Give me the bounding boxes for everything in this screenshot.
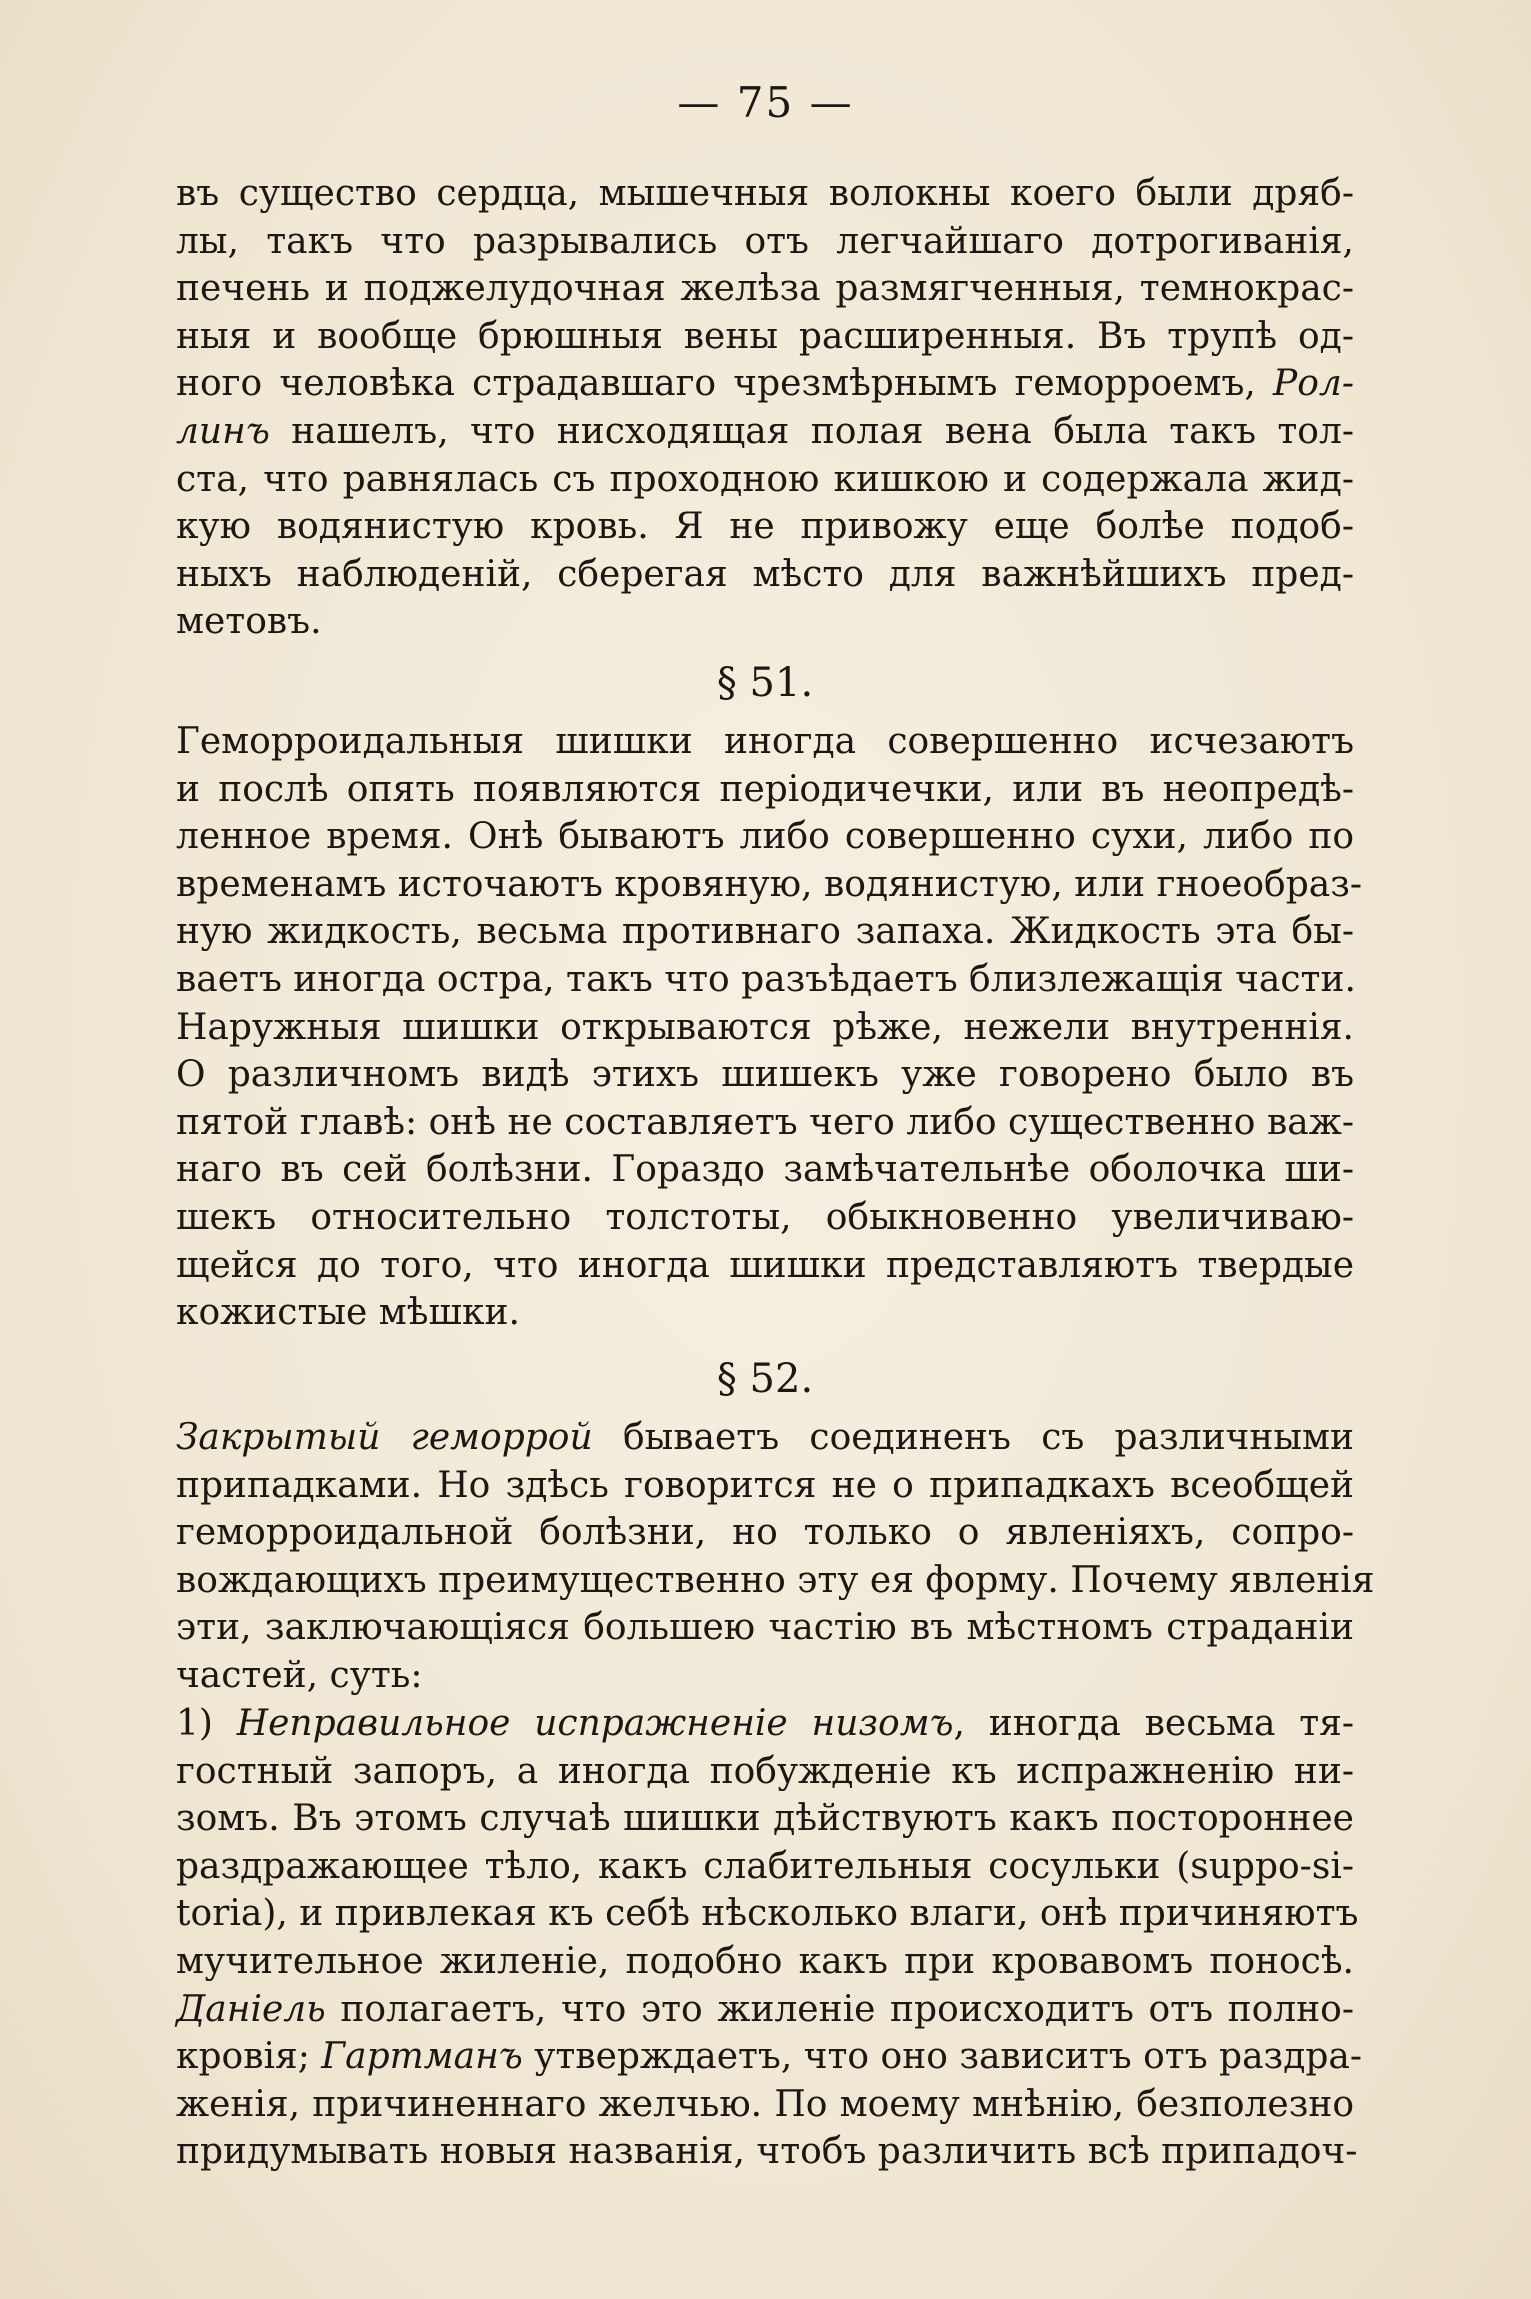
text-line: Геморроидальныя шишки иногда совершенно исчезаютъ bbox=[176, 721, 1354, 762]
italic-name: линъ bbox=[176, 410, 270, 452]
text-line: геморроидальной болѣзни, но только о явленіяхъ, сопро- bbox=[176, 1512, 1354, 1554]
text-line bbox=[176, 1986, 1354, 2034]
italic-term: Неправильное испражненіе низомъ bbox=[236, 1703, 954, 1744]
section-heading: § 51. bbox=[716, 660, 814, 706]
list-number: 1) bbox=[176, 1703, 237, 1744]
text-line: частей, суть: bbox=[176, 1654, 423, 1696]
text-line: наго въ сей болѣзни. Гораздо замѣчательнѣе оболочка ши- bbox=[176, 1149, 1354, 1191]
text-line bbox=[176, 1414, 1354, 1462]
text-line: шекъ относительно толстоты, обыкновенно увеличиваю- bbox=[176, 1196, 1354, 1238]
italic-name: Рол- bbox=[1273, 363, 1354, 405]
text-line: ныхъ наблюденій, сберегая мѣсто для важнѣйшихъ пред- bbox=[176, 553, 1354, 595]
text-line: вождающихъ преимущественно эту ея форму. Почему явленія bbox=[176, 1559, 1375, 1601]
text-line: Наружныя шишки открываются рѣже, нежели внутреннія. bbox=[176, 1006, 1354, 1048]
paragraph-1 bbox=[176, 170, 1354, 646]
text-line: метовъ. bbox=[176, 601, 322, 643]
text-line: ленное время. Онѣ бываютъ либо совершенно сухи, либо по bbox=[176, 816, 1354, 858]
text-line: раздражающее тѣло, какъ слабительныя сосульки (suppo-si- bbox=[176, 1845, 1354, 1887]
text-line: печень и поджелудочная желѣза размягченныя, темнокрас- bbox=[176, 268, 1354, 310]
text-line: гостный запоръ, а иногда побужденіе къ испражненію ни- bbox=[176, 1750, 1354, 1792]
text-line: toria), и привлекая къ себѣ нѣсколько влаги, онѣ причиняютъ bbox=[176, 1893, 1359, 1935]
text-line: зомъ. Въ этомъ случаѣ шишки дѣйствуютъ какъ постороннее bbox=[176, 1798, 1354, 1840]
text-line: лы, такъ что разрывались отъ легчайшаго дотрогиванія, bbox=[176, 220, 1354, 262]
text-line: придумывать новыя названія, чтобъ различить всѣ припадоч- bbox=[176, 2131, 1358, 2173]
paragraph-3 bbox=[176, 1414, 1375, 1700]
text-line: кую водянистую кровь. Я не привожу еще болѣе подоб- bbox=[176, 506, 1354, 548]
text-segment: полагаетъ, что это жиленіе происходитъ отъ полно- bbox=[325, 1988, 1354, 2030]
section-heading: § 52. bbox=[716, 1356, 814, 1402]
text-line: и послѣ опять появляются періодичечки, или въ неопредѣ- bbox=[176, 768, 1354, 810]
italic-name: Даніель bbox=[176, 1988, 326, 2030]
text-line: ную жидкость, весьма противнаго запаха. Жидкость эта бы- bbox=[176, 911, 1354, 953]
text-line: эти, заключающіяся большею частію въ мѣстномъ страданіи bbox=[176, 1607, 1354, 1649]
text-line: женія, причиненнаго желчью. По моему мнѣнію, безполезно bbox=[176, 2083, 1354, 2125]
section-52 bbox=[176, 1352, 1354, 1406]
paragraph-2 bbox=[176, 718, 1363, 1337]
italic-term: Закрытый геморрой bbox=[176, 1417, 593, 1458]
section-51 bbox=[176, 656, 1354, 710]
page-number: — 75 — bbox=[677, 78, 854, 127]
text-line: въ существо сердца, мышечныя волокны коего были дряб- bbox=[176, 173, 1354, 214]
text-segment: , иногда весьма тя- bbox=[953, 1703, 1354, 1744]
text-line: ваетъ иногда остра, такъ что разъѣдаетъ близлежащія части. bbox=[176, 958, 1356, 1000]
text-line: временамъ источаютъ кровяную, водянистую, или гноеобраз- bbox=[176, 863, 1363, 905]
text-segment: утверждаетъ, что оно зависитъ отъ раздра- bbox=[522, 2036, 1363, 2078]
text-segment: ного человѣка страдавшаго чрезмѣрнымъ геморроемъ, bbox=[176, 363, 1274, 405]
text-line bbox=[176, 2033, 1363, 2081]
text-line bbox=[176, 408, 1354, 456]
text-line: припадками. Но здѣсь говорится не о припадкахъ всеобщей bbox=[176, 1464, 1354, 1506]
text-line bbox=[176, 360, 1354, 408]
text-line: кожистые мѣшки. bbox=[176, 1292, 520, 1334]
text-line: мучительное жиленіе, подобно какъ при кровавомъ поносѣ. bbox=[176, 1940, 1354, 1982]
text-segment: нашелъ, что нисходящая полая вена была такъ тол- bbox=[269, 410, 1354, 452]
text-segment: кровія; bbox=[176, 2036, 322, 2078]
text-line: щейся до того, что иногда шишки представляютъ твердые bbox=[176, 1244, 1354, 1286]
text-segment: бываетъ соединенъ съ различными bbox=[592, 1417, 1354, 1458]
text-line: ста, что равнялась съ проходною кишкою и содержала жид- bbox=[176, 458, 1354, 500]
text-line: пятой главѣ: онѣ не составляетъ чего либо существенно важ- bbox=[176, 1101, 1354, 1143]
text-line: О различномъ видѣ этихъ шишекъ уже говорено было въ bbox=[176, 1054, 1354, 1096]
text-line bbox=[176, 1700, 1354, 1748]
italic-name: Гартманъ bbox=[321, 2036, 523, 2078]
paragraph-4 bbox=[176, 1700, 1363, 2176]
text-line: ныя и вообще брюшныя вены расширенныя. Въ трупѣ од- bbox=[176, 315, 1354, 357]
